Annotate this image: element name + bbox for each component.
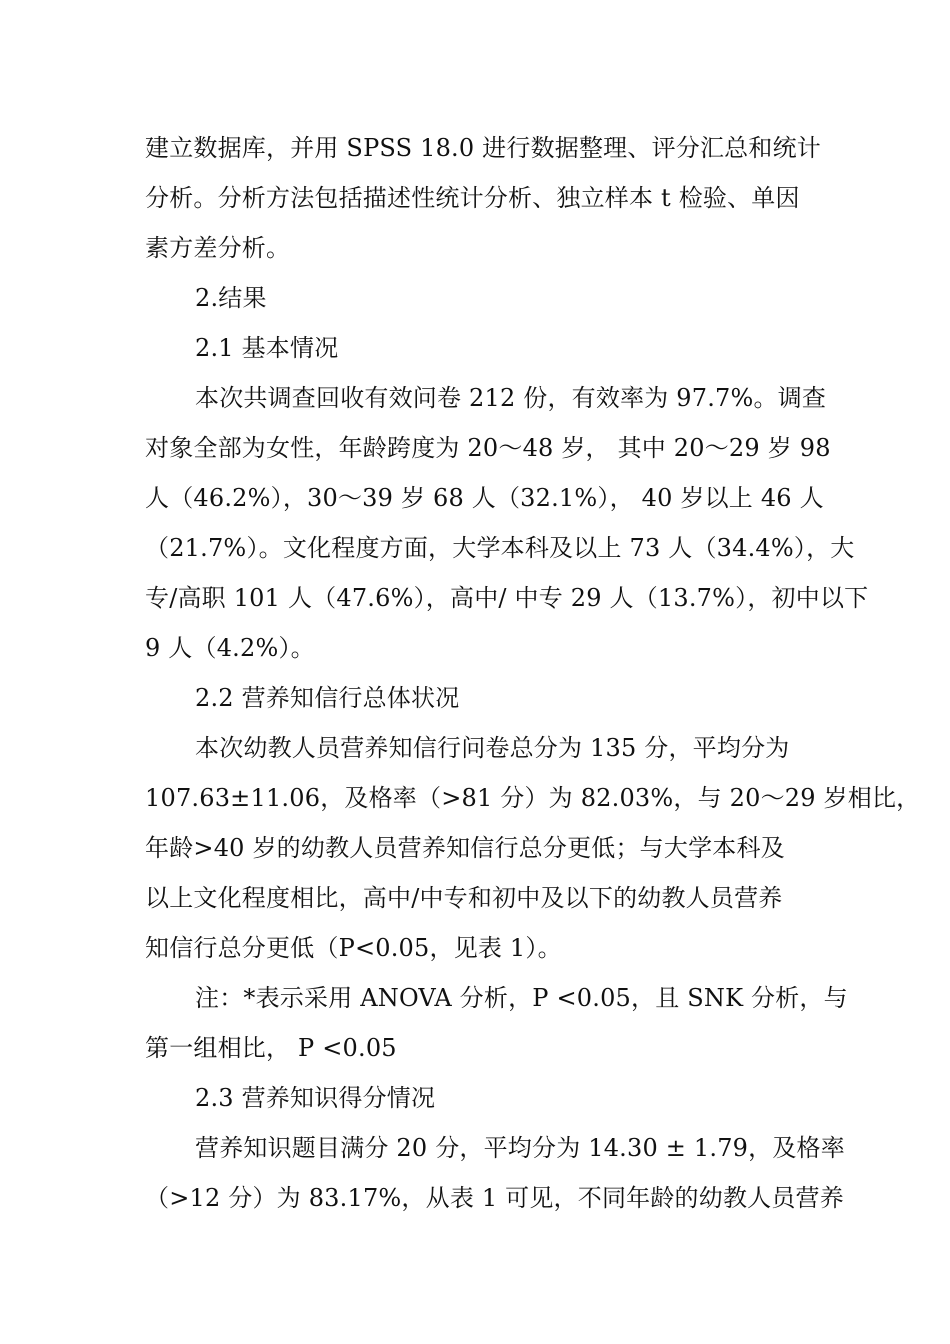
subsection-heading-overall: 2.2 营养知信行总体状况 [195, 684, 460, 712]
text-line: 107.63±11.06，及格率（>81 分）为 82.03%，与 20～29 岁相比， [145, 784, 921, 812]
text-line: 年龄>40 岁的幼教人员营养知信行总分更低；与大学本科及 [145, 834, 785, 862]
text-line: （>12 分）为 83.17%，从表 1 可见，不同年龄的幼教人员营养 [145, 1184, 844, 1212]
text-line: 建立数据库，并用 SPSS 18.0 进行数据整理、评分汇总和统计 [145, 134, 821, 162]
text-line: 营养知识题目满分 20 分，平均分为 14.30 ± 1.79，及格率 [195, 1134, 845, 1162]
text-line: 9 人（4.2%）。 [145, 634, 315, 662]
document-body [145, 123, 921, 1223]
text-line: 以上文化程度相比，高中/中专和初中及以下的幼教人员营养 [145, 884, 783, 912]
text-line: （21.7%）。文化程度方面，大学本科及以上 73 人（34.4%），大 [145, 534, 855, 562]
text-line: 素方差分析。 [145, 234, 291, 262]
text-line: 知信行总分更低（P<0.05，见表 1）。 [145, 934, 562, 962]
text-line: 对象全部为女性，年龄跨度为 20～48 岁， 其中 20～29 岁 98 [145, 434, 831, 462]
note-line: 注：*表示采用 ANOVA 分析，P <0.05，且 SNK 分析，与 [195, 984, 848, 1012]
text-line: 本次幼教人员营养知信行问卷总分为 135 分，平均分为 [195, 734, 790, 762]
text-line: 本次共调查回收有效问卷 212 份，有效率为 97.7%。调查 [195, 384, 827, 412]
note-line: 第一组相比， P <0.05 [145, 1034, 397, 1062]
text-line: 分析。分析方法包括描述性统计分析、独立样本 t 检验、单因 [145, 184, 800, 212]
subsection-heading-knowledge: 2.3 营养知识得分情况 [195, 1084, 436, 1112]
text-line: 专/高职 101 人（47.6%），高中/ 中专 29 人（13.7%），初中以下 [145, 584, 869, 612]
section-heading-results: 2.结果 [195, 284, 267, 312]
subsection-heading-basic: 2.1 基本情况 [195, 334, 339, 362]
text-line: 人（46.2%），30～39 岁 68 人（32.1%）， 40 岁以上 46 人 [145, 484, 824, 512]
